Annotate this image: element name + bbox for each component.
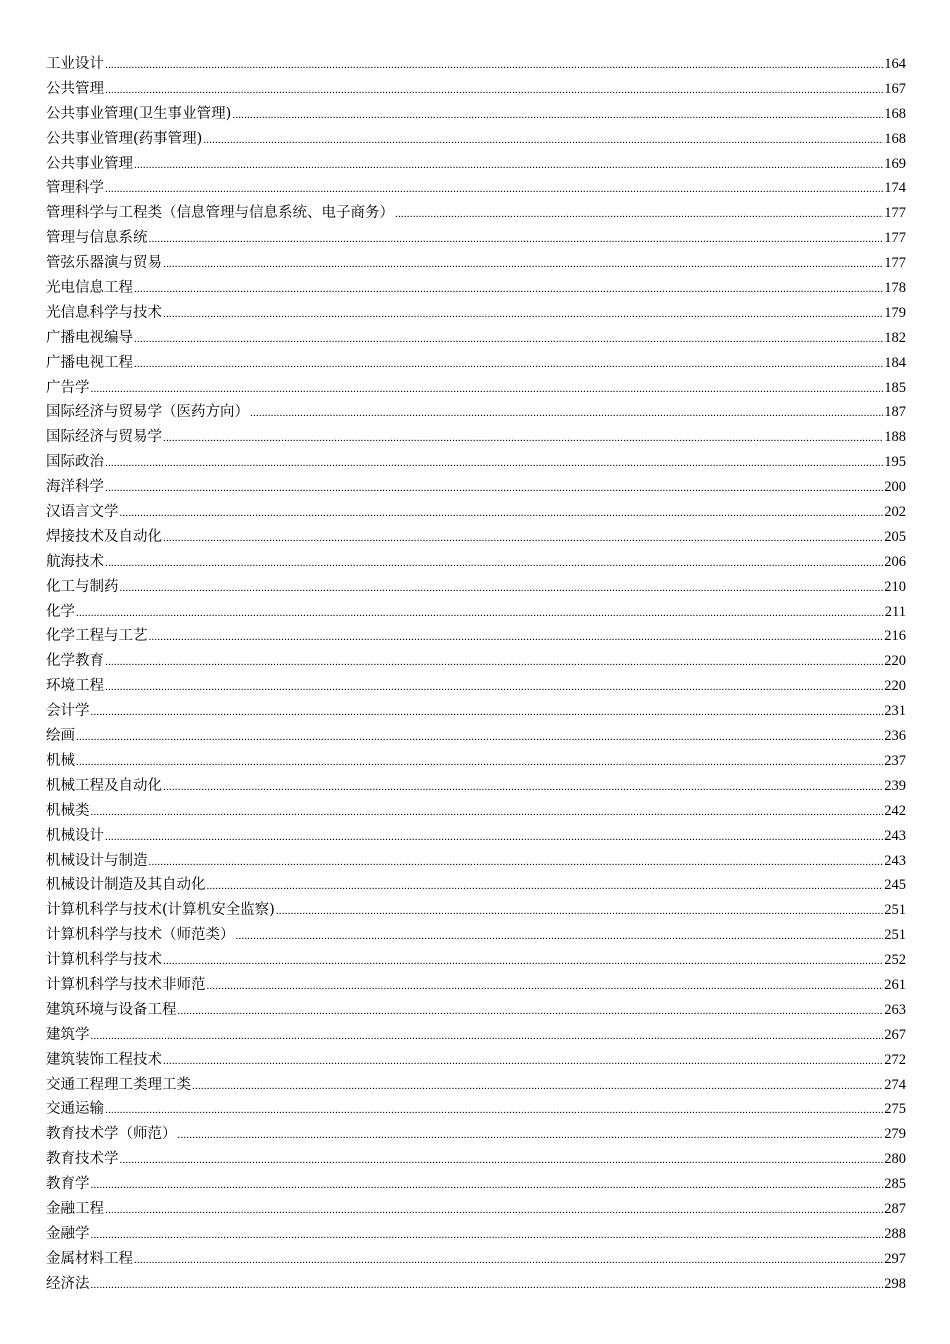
dot-leader: [149, 625, 884, 650]
table-of-contents: [46, 52, 906, 1297]
toc-entry-title: 化学工程与工艺: [46, 628, 148, 645]
toc-entry-title: 金融学: [46, 1225, 90, 1242]
toc-entry[interactable]: [46, 1172, 906, 1197]
toc-entry-title: 国际经济与贸易学（医药方向）: [46, 404, 249, 421]
toc-entry-page-number: 251: [884, 902, 906, 919]
dot-leader: [105, 1098, 883, 1123]
toc-entry-title: 公共事业管理(药事管理): [46, 130, 203, 147]
toc-entry-page-number: 245: [884, 877, 906, 894]
toc-entry[interactable]: [46, 998, 906, 1023]
toc-entry[interactable]: [46, 824, 906, 849]
toc-entry-page-number: 177: [884, 205, 906, 222]
toc-entry[interactable]: [46, 201, 906, 226]
toc-entry-page-number: 220: [884, 678, 906, 695]
dot-leader: [178, 1123, 884, 1148]
toc-entry-page-number: 237: [884, 752, 906, 769]
toc-entry-title: 经济法: [46, 1275, 90, 1292]
toc-entry[interactable]: [46, 450, 906, 475]
toc-entry-page-number: 184: [884, 354, 906, 371]
toc-entry-page-number: 220: [884, 653, 906, 670]
toc-entry-title: 建筑学: [46, 1026, 90, 1043]
toc-entry-page-number: 243: [884, 827, 906, 844]
toc-entry-title: 机械设计: [46, 827, 104, 844]
toc-entry-page-number: 210: [884, 578, 906, 595]
toc-entry-page-number: 187: [884, 404, 906, 421]
toc-entry[interactable]: [46, 774, 906, 799]
toc-entry[interactable]: [46, 152, 906, 177]
toc-entry[interactable]: [46, 525, 906, 550]
toc-entry-title: 广播电视编导: [46, 329, 133, 346]
dot-leader: [163, 302, 883, 327]
toc-entry[interactable]: [46, 52, 906, 77]
toc-entry-title: 教育学: [46, 1176, 90, 1193]
dot-leader: [163, 252, 883, 277]
toc-entry-page-number: 168: [884, 105, 906, 122]
dot-leader: [178, 999, 884, 1024]
toc-entry-page-number: 205: [884, 528, 906, 545]
dot-leader: [76, 750, 883, 775]
dot-leader: [105, 78, 883, 103]
toc-entry-title: 化工与制药: [46, 578, 119, 595]
dot-leader: [163, 949, 883, 974]
dot-leader: [105, 451, 883, 476]
toc-entry[interactable]: [46, 898, 906, 923]
dot-leader: [395, 202, 883, 227]
toc-entry-title: 广告学: [46, 379, 90, 396]
toc-entry-page-number: 200: [884, 479, 906, 496]
toc-entry-page-number: 195: [884, 454, 906, 471]
toc-entry-page-number: 177: [884, 255, 906, 272]
toc-entry-title: 计算机科学与技术非师范: [46, 976, 206, 993]
toc-entry[interactable]: [46, 1023, 906, 1048]
toc-entry-page-number: 261: [884, 976, 906, 993]
dot-leader: [105, 551, 883, 576]
toc-entry[interactable]: [46, 102, 906, 127]
dot-leader: [120, 1148, 884, 1173]
dot-leader: [105, 177, 883, 202]
toc-entry-page-number: 272: [884, 1051, 906, 1068]
toc-entry-page-number: 243: [884, 852, 906, 869]
toc-entry[interactable]: [46, 176, 906, 201]
toc-entry-page-number: 174: [884, 180, 906, 197]
toc-entry-title: 焊接技术及自动化: [46, 528, 162, 545]
dot-leader: [276, 899, 883, 924]
toc-entry-title: 机械设计与制造: [46, 852, 148, 869]
dot-leader: [91, 1223, 884, 1248]
dot-leader: [91, 1273, 884, 1298]
toc-entry[interactable]: [46, 674, 906, 699]
toc-entry[interactable]: [46, 475, 906, 500]
toc-entry[interactable]: [46, 624, 906, 649]
dot-leader: [149, 850, 884, 875]
dot-leader: [232, 103, 883, 128]
dot-leader: [163, 1049, 883, 1074]
toc-entry[interactable]: [46, 749, 906, 774]
toc-entry-page-number: 169: [884, 155, 906, 172]
dot-leader: [105, 53, 883, 78]
toc-entry-page-number: 164: [884, 56, 906, 72]
toc-entry[interactable]: [46, 425, 906, 450]
dot-leader: [203, 128, 883, 153]
toc-entry[interactable]: [46, 724, 906, 749]
toc-entry-title: 光信息科学与技术: [46, 304, 162, 321]
toc-entry-title: 汉语言文学: [46, 504, 119, 521]
toc-entry-page-number: 168: [884, 130, 906, 147]
dot-leader: [91, 1173, 884, 1198]
dot-leader: [134, 327, 883, 352]
toc-entry-page-number: 267: [884, 1026, 906, 1043]
dot-leader: [120, 576, 884, 601]
dot-leader: [105, 825, 883, 850]
toc-entry[interactable]: [46, 923, 906, 948]
toc-entry[interactable]: [46, 1122, 906, 1147]
dot-leader: [134, 1248, 883, 1273]
toc-entry-page-number: 251: [884, 927, 906, 944]
dot-leader: [120, 501, 884, 526]
toc-entry[interactable]: [46, 376, 906, 401]
toc-entry-page-number: 182: [884, 329, 906, 346]
toc-entry-page-number: 167: [884, 80, 906, 97]
toc-entry-title: 教育技术学（师范）: [46, 1126, 177, 1143]
toc-entry-page-number: 202: [884, 504, 906, 521]
toc-entry[interactable]: [46, 550, 906, 575]
toc-entry-title: 管弦乐器演与贸易: [46, 255, 162, 272]
toc-entry-title: 机械类: [46, 802, 90, 819]
toc-entry-title: 化学教育: [46, 653, 104, 670]
toc-entry-title: 公共事业管理(卫生事业管理): [46, 105, 232, 122]
dot-leader: [76, 601, 884, 626]
toc-entry-page-number: 216: [884, 628, 906, 645]
toc-entry-title: 建筑装饰工程技术: [46, 1051, 162, 1068]
toc-entry-title: 管理科学: [46, 180, 104, 197]
toc-entry[interactable]: [46, 301, 906, 326]
toc-entry[interactable]: [46, 127, 906, 152]
dot-leader: [105, 650, 883, 675]
toc-entry-page-number: 188: [884, 429, 906, 446]
toc-entry-title: 计算机科学与技术: [46, 952, 162, 969]
toc-entry-page-number: 206: [884, 553, 906, 570]
dot-leader: [134, 277, 883, 302]
toc-entry[interactable]: [46, 1197, 906, 1222]
toc-entry[interactable]: [46, 251, 906, 276]
dot-leader: [250, 401, 883, 426]
toc-entry-title: 环境工程: [46, 678, 104, 695]
toc-entry-page-number: 288: [884, 1225, 906, 1242]
toc-entry[interactable]: [46, 973, 906, 998]
toc-entry-page-number: 179: [884, 304, 906, 321]
toc-entry-title: 交通工程理工类理工类: [46, 1076, 191, 1093]
toc-entry[interactable]: [46, 649, 906, 674]
dot-leader: [91, 1024, 884, 1049]
toc-entry[interactable]: [46, 351, 906, 376]
toc-entry-page-number: 287: [884, 1200, 906, 1217]
toc-entry-page-number: 211: [884, 603, 906, 620]
toc-entry[interactable]: [46, 799, 906, 824]
toc-entry[interactable]: [46, 77, 906, 102]
toc-entry[interactable]: [46, 849, 906, 874]
toc-entry-title: 绘画: [46, 728, 75, 745]
dot-leader: [91, 377, 884, 402]
toc-entry[interactable]: [46, 575, 906, 600]
toc-entry[interactable]: [46, 226, 906, 251]
dot-leader: [207, 874, 884, 899]
dot-leader: [105, 476, 883, 501]
toc-entry-page-number: 185: [884, 379, 906, 396]
toc-entry[interactable]: [46, 500, 906, 525]
toc-entry[interactable]: [46, 1272, 906, 1297]
toc-entry[interactable]: [46, 1247, 906, 1272]
dot-leader: [134, 352, 883, 377]
toc-entry-page-number: 178: [884, 280, 906, 297]
toc-entry[interactable]: [46, 1222, 906, 1247]
toc-entry-title: 国际政治: [46, 454, 104, 471]
toc-entry-page-number: 279: [884, 1126, 906, 1143]
toc-entry-title: 化学: [46, 603, 75, 620]
toc-entry-title: 航海技术: [46, 553, 104, 570]
toc-entry-title: 会计学: [46, 703, 90, 720]
dot-leader: [149, 227, 884, 252]
dot-leader: [91, 700, 884, 725]
toc-entry-page-number: 242: [884, 802, 906, 819]
toc-entry-page-number: 231: [884, 703, 906, 720]
toc-entry-title: 计算机科学与技术（师范类）: [46, 927, 235, 944]
dot-leader: [163, 526, 883, 551]
toc-entry-title: 机械工程及自动化: [46, 777, 162, 794]
toc-entry-title: 计算机科学与技术(计算机安全监察): [46, 902, 275, 919]
toc-entry-title: 管理与信息系统: [46, 230, 148, 247]
toc-entry-page-number: 239: [884, 777, 906, 794]
toc-entry[interactable]: [46, 276, 906, 301]
dot-leader: [207, 974, 884, 999]
dot-leader: [134, 153, 883, 178]
toc-entry-title: 金融工程: [46, 1200, 104, 1217]
dot-leader: [163, 775, 883, 800]
toc-entry-page-number: 298: [884, 1275, 906, 1292]
toc-entry[interactable]: [46, 948, 906, 973]
toc-entry-title: 机械: [46, 752, 75, 769]
toc-entry-title: 教育技术学: [46, 1151, 119, 1168]
toc-entry-page-number: 280: [884, 1151, 906, 1168]
toc-entry[interactable]: [46, 326, 906, 351]
toc-entry-page-number: 236: [884, 728, 906, 745]
toc-entry-page-number: 263: [884, 1001, 906, 1018]
dot-leader: [105, 675, 883, 700]
toc-entry[interactable]: [46, 1073, 906, 1098]
dot-leader: [91, 800, 884, 825]
dot-leader: [163, 426, 883, 451]
toc-entry[interactable]: [46, 1147, 906, 1172]
toc-entry-title: 海洋科学: [46, 479, 104, 496]
toc-entry-page-number: 275: [884, 1101, 906, 1118]
toc-entry-title: 工业设计: [46, 56, 104, 72]
dot-leader: [76, 725, 883, 750]
toc-entry-title: 交通运输: [46, 1101, 104, 1118]
toc-entry-title: 广播电视工程: [46, 354, 133, 371]
toc-entry[interactable]: [46, 873, 906, 898]
toc-entry-page-number: 297: [884, 1250, 906, 1267]
toc-entry-title: 光电信息工程: [46, 280, 133, 297]
toc-entry-title: 金属材料工程: [46, 1250, 133, 1267]
toc-entry-title: 管理科学与工程类（信息管理与信息系统、电子商务）: [46, 205, 394, 222]
dot-leader: [105, 1198, 883, 1223]
dot-leader: [236, 924, 884, 949]
toc-entry[interactable]: [46, 1097, 906, 1122]
toc-entry-page-number: 274: [884, 1076, 906, 1093]
toc-entry[interactable]: [46, 400, 906, 425]
toc-entry-title: 国际经济与贸易学: [46, 429, 162, 446]
toc-entry-title: 公共事业管理: [46, 155, 133, 172]
toc-entry[interactable]: [46, 699, 906, 724]
toc-entry-title: 机械设计制造及其自动化: [46, 877, 206, 894]
toc-entry-title: 建筑环境与设备工程: [46, 1001, 177, 1018]
toc-entry[interactable]: [46, 1048, 906, 1073]
toc-entry[interactable]: [46, 600, 906, 625]
toc-entry-page-number: 252: [884, 952, 906, 969]
toc-entry-title: 公共管理: [46, 80, 104, 97]
toc-entry-page-number: 177: [884, 230, 906, 247]
toc-entry-page-number: 285: [884, 1176, 906, 1193]
dot-leader: [192, 1074, 883, 1099]
